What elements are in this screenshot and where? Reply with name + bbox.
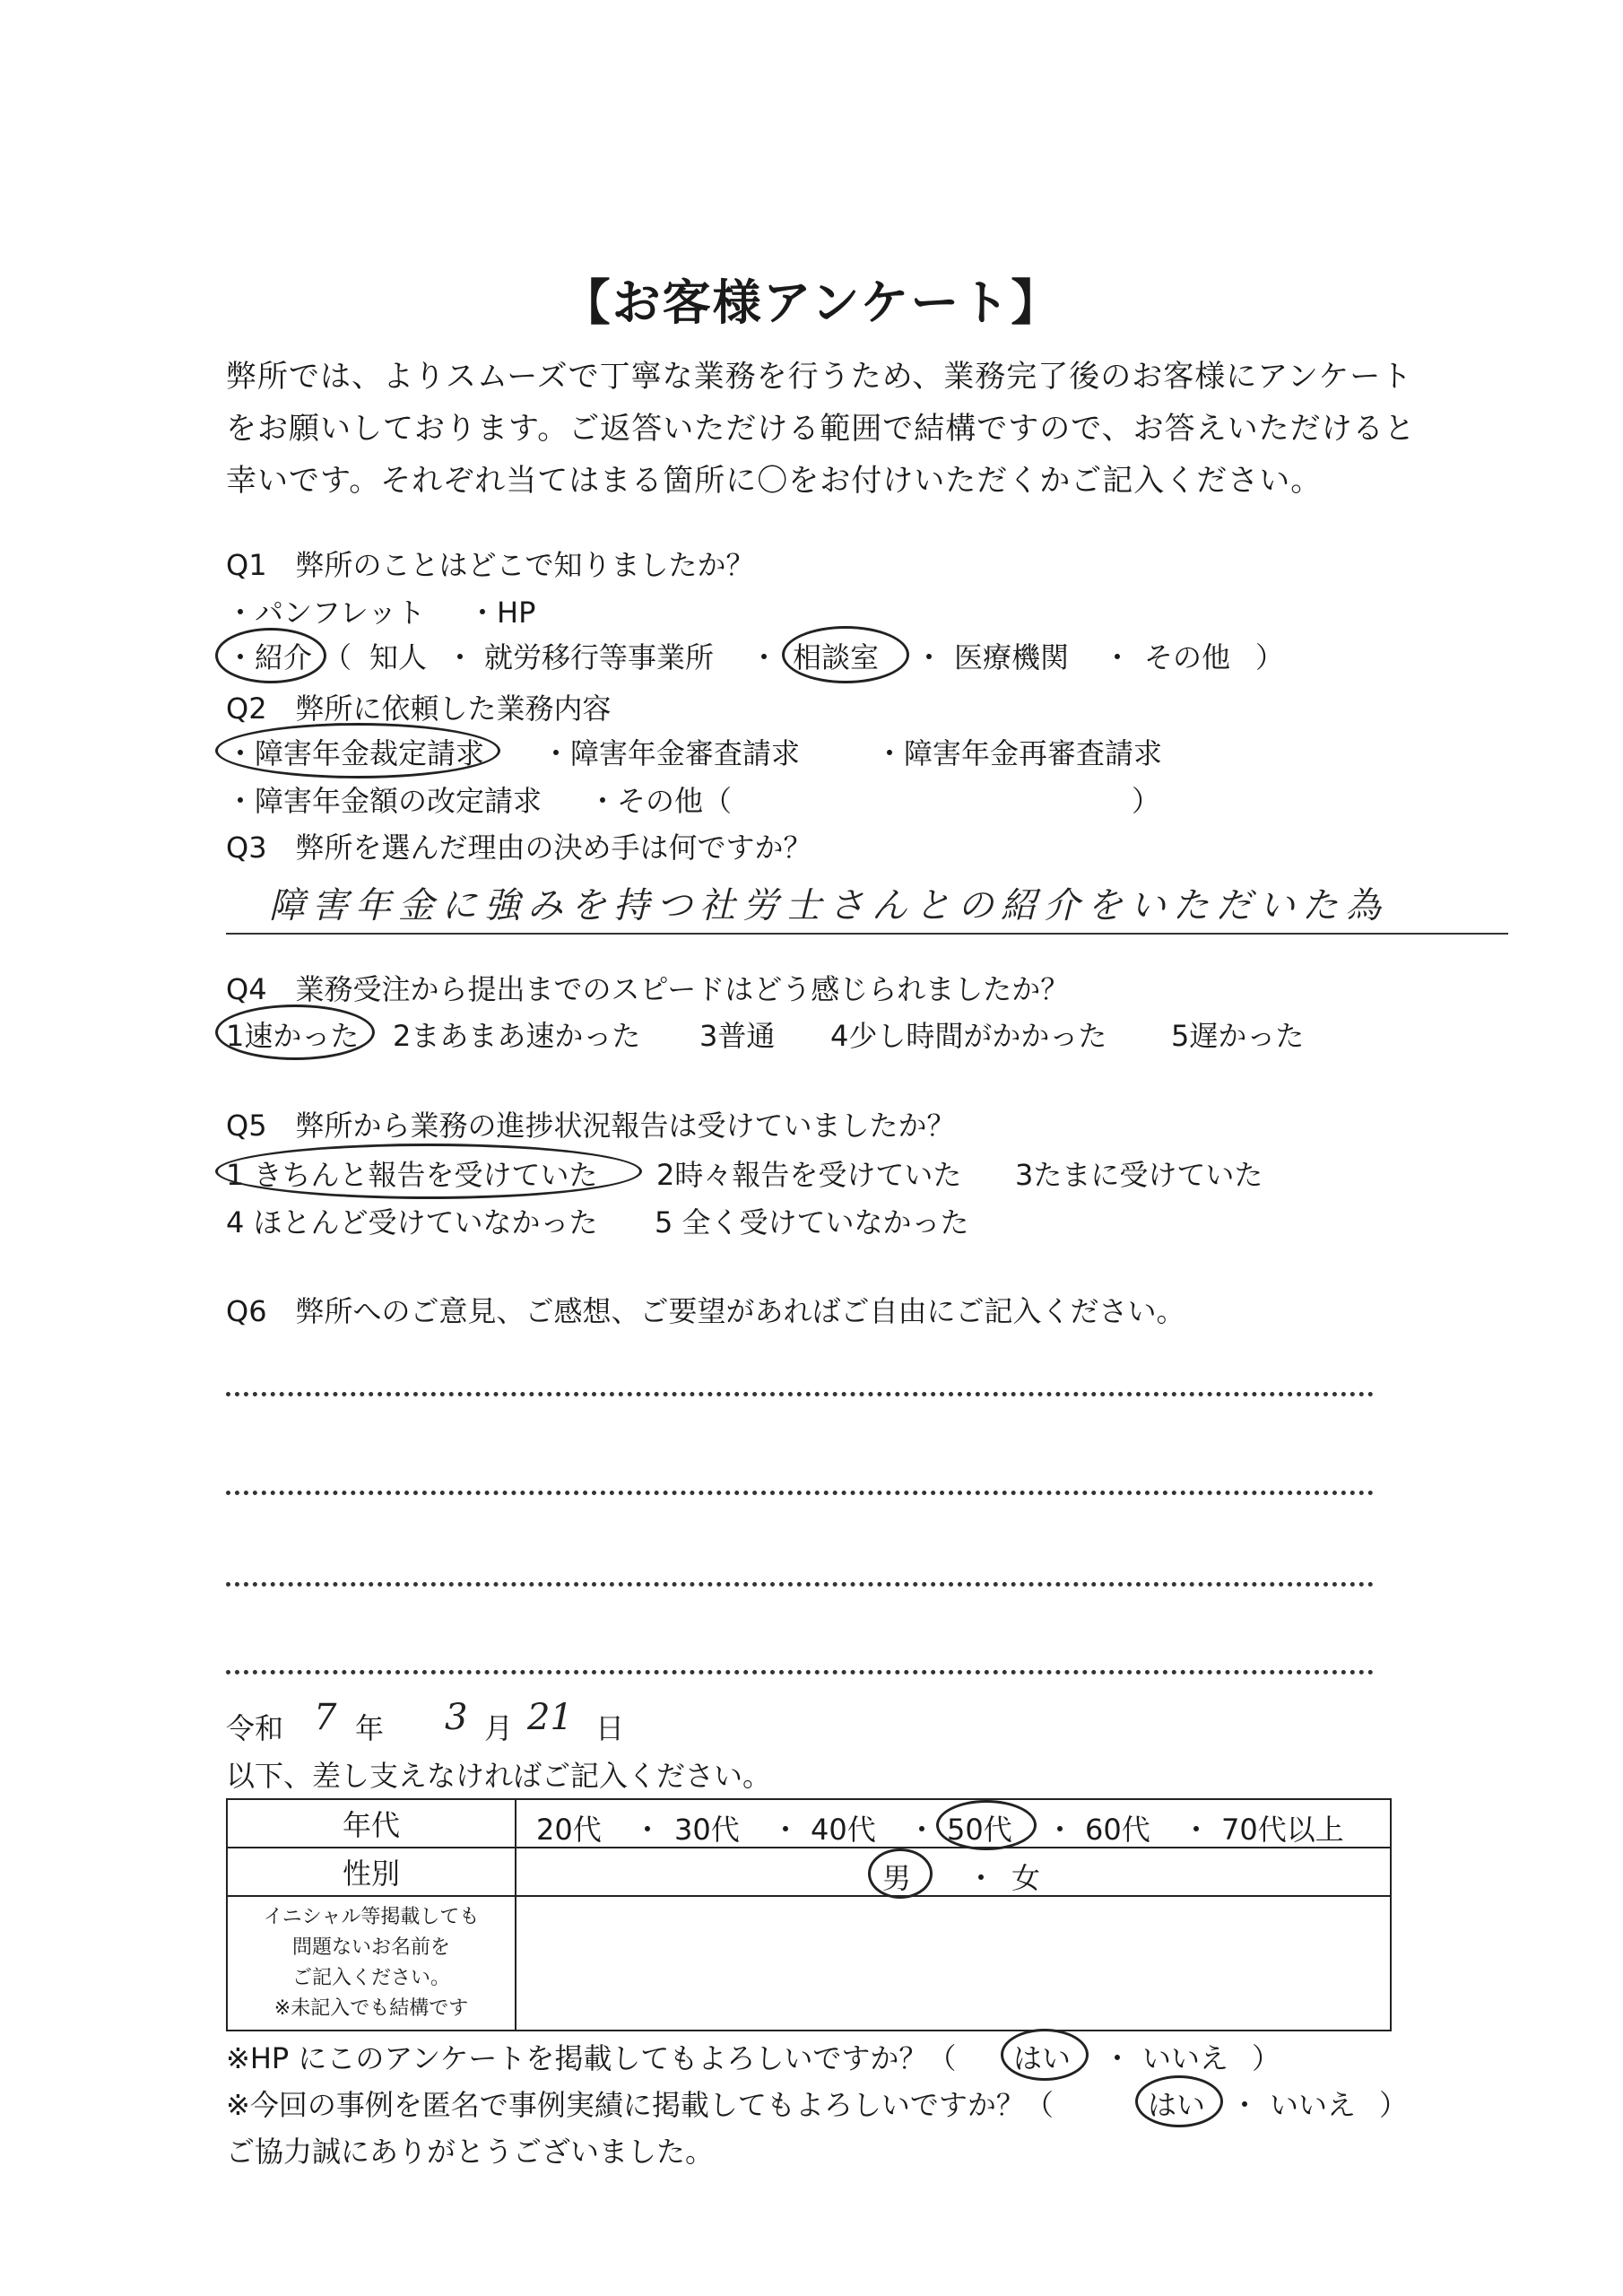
- consent-separator: ・: [1103, 2041, 1133, 2075]
- consent-hp-question: ※HP にこのアンケートを掲載してもよろしいですか？（: [226, 2041, 957, 2075]
- q1-option-pamphlet[interactable]: ・パンフレット: [226, 596, 426, 630]
- q5-option-occasionally-reported[interactable]: 3たまに受けていた: [1015, 1158, 1263, 1192]
- q3-answer-line: [226, 933, 1508, 935]
- age-separator: ・: [633, 1813, 663, 1847]
- age-option-20s[interactable]: 20代: [536, 1813, 602, 1847]
- q1-option-consultation-room[interactable]: 相談室: [793, 640, 880, 674]
- q5-question: Q5 弊所から業務の進捗状況報告は受けていましたか？: [226, 1109, 956, 1143]
- q2-initial-claim-circle-mark: [215, 723, 500, 778]
- age-option-30s[interactable]: 30代: [674, 1813, 740, 1847]
- date-year-unit: 年: [355, 1711, 385, 1745]
- q1-option-hp[interactable]: ・HP: [468, 596, 536, 630]
- gender-separator: ・: [967, 1861, 996, 1895]
- consent-hp-yes-circle-mark: [1001, 2029, 1089, 2081]
- name-label-line: イニシャル等掲載しても: [263, 1906, 480, 1928]
- q3-handwritten-answer[interactable]: 障害年金に強みを持つ社労士さんとの紹介をいただいた為: [269, 885, 1388, 926]
- gender-options-cell: [516, 1848, 1391, 1896]
- q1-separator: ・: [915, 640, 944, 674]
- q2-option-other[interactable]: ・その他（: [588, 784, 733, 818]
- q6-dotted-line[interactable]: [226, 1670, 1374, 1674]
- q1-separator: ・: [750, 640, 779, 674]
- q6-dotted-line[interactable]: [226, 1491, 1374, 1495]
- consent-paren-close: ）: [1379, 2088, 1409, 2122]
- name-label: [227, 1896, 516, 2031]
- q2-option-amount-revision[interactable]: ・障害年金額の改定請求: [226, 784, 542, 818]
- q1-option-other[interactable]: その他: [1144, 640, 1231, 674]
- date-month-value[interactable]: 3: [445, 1697, 468, 1738]
- q5-option-sometimes-reported[interactable]: 2時々報告を受けていた: [656, 1158, 962, 1192]
- intro-line-3: 幸いです。それぞれ当てはまる箇所に〇をお付けいただくかご記入ください。: [226, 463, 1323, 499]
- intro-line-2: をお願いしております。ご返答いただける範囲で結構ですので、お答えいただけると: [226, 411, 1416, 447]
- q3-question: Q3 弊所を選んだ理由の決め手は何ですか？: [226, 831, 812, 865]
- optional-note: 以下、差し支えなければご記入ください。: [226, 1759, 772, 1793]
- date-day-unit: 日: [595, 1711, 625, 1745]
- q4-option-fast[interactable]: 1速かった: [226, 1019, 360, 1053]
- gender-option-female[interactable]: 女: [1011, 1861, 1041, 1895]
- q1-option-acquaintance[interactable]: 知人: [369, 640, 428, 674]
- q1-paren-open: （: [323, 640, 352, 674]
- q1-option-medical[interactable]: 医療機関: [954, 640, 1070, 674]
- age-option-70s-plus[interactable]: 70代以上: [1221, 1813, 1344, 1847]
- q4-option-slightly-slow[interactable]: 4少し時間がかかった: [830, 1019, 1107, 1053]
- q2-paren-close: ）: [1132, 784, 1161, 818]
- date-day-value[interactable]: 21: [527, 1697, 573, 1738]
- q4-fast-circle-mark: [215, 1004, 375, 1060]
- age-label: 年代: [227, 1799, 516, 1848]
- thanks-message: ご協力誠にありがとうございました。: [226, 2135, 715, 2169]
- q1-referral-circle-mark: [215, 628, 326, 683]
- q4-option-fairly-fast[interactable]: 2まあまあ速かった: [393, 1019, 641, 1053]
- consent-separator: ・: [1230, 2088, 1260, 2122]
- name-label-line: 問題ないお名前を: [291, 1936, 450, 1959]
- q6-dotted-line[interactable]: [226, 1582, 1374, 1587]
- age-separator: ・: [907, 1813, 937, 1847]
- date-year-value[interactable]: 7: [314, 1697, 337, 1738]
- age-option-60s[interactable]: 60代: [1085, 1813, 1150, 1847]
- q6-question: Q6 弊所へのご意見、ご感想、ご要望があればご自由にご記入ください。: [226, 1294, 1185, 1328]
- q1-option-referral[interactable]: ・紹介: [226, 640, 313, 674]
- name-input-cell[interactable]: [516, 1896, 1391, 2031]
- name-label-line: ※未記入でも結構です: [273, 1997, 469, 2020]
- q2-question: Q2 弊所に依頼した業務内容: [226, 691, 612, 726]
- consent-case-question: ※今回の事例を匿名で事例実績に掲載してもよろしいですか？（: [226, 2088, 1054, 2122]
- q2-option-initial-claim[interactable]: ・障害年金裁定請求: [226, 736, 485, 770]
- q1-paren-close: ）: [1255, 640, 1285, 674]
- q4-option-normal[interactable]: 3普通: [699, 1019, 776, 1053]
- q1-separator: ・: [446, 640, 475, 674]
- age-separator: ・: [771, 1813, 801, 1847]
- gender-option-male[interactable]: 男: [882, 1861, 912, 1895]
- age-option-50s[interactable]: 50代: [947, 1813, 1012, 1847]
- q6-dotted-line[interactable]: [226, 1392, 1374, 1396]
- consent-paren-close: ）: [1252, 2041, 1281, 2075]
- consent-case-yes-circle-mark: [1135, 2075, 1223, 2127]
- q5-option-never-reported[interactable]: 5 全く受けていなかった: [655, 1205, 969, 1239]
- q1-separator: ・: [1103, 640, 1133, 674]
- age-option-40s[interactable]: 40代: [811, 1813, 876, 1847]
- name-label-line: ご記入ください。: [291, 1967, 450, 1989]
- age-options-cell: [516, 1799, 1391, 1848]
- q2-option-re-review-request[interactable]: ・障害年金再審査請求: [875, 736, 1163, 770]
- q1-option-employment-office[interactable]: 就労移行等事業所: [484, 640, 715, 674]
- gender-label: 性別: [227, 1848, 516, 1896]
- q4-option-slow[interactable]: 5遅かった: [1171, 1019, 1305, 1053]
- q5-option-rarely-reported[interactable]: 4 ほとんど受けていなかった: [226, 1205, 598, 1239]
- gender-male-circle-mark: [868, 1848, 933, 1899]
- q4-question: Q4 業務受注から提出までのスピードはどう感じられましたか？: [226, 972, 1070, 1006]
- q5-properly-reported-circle-mark: [215, 1144, 642, 1199]
- respondent-info-table: [226, 1798, 1392, 2031]
- age-50s-circle-mark: [936, 1800, 1037, 1850]
- age-separator: ・: [1182, 1813, 1211, 1847]
- date-era: 令和: [226, 1711, 284, 1745]
- consent-hp-yes[interactable]: はい: [1013, 2041, 1072, 2075]
- date-month-unit: 月: [484, 1711, 514, 1745]
- age-separator: ・: [1046, 1813, 1075, 1847]
- survey-title: 【お客様アンケート】: [561, 274, 1062, 331]
- q1-consultation-circle-mark: [782, 626, 909, 683]
- q5-option-properly-reported[interactable]: 1 きちんと報告を受けていた: [226, 1158, 598, 1192]
- q2-option-review-request[interactable]: ・障害年金審査請求: [542, 736, 801, 770]
- consent-hp-no[interactable]: いいえ: [1142, 2041, 1229, 2075]
- consent-case-no[interactable]: いいえ: [1270, 2088, 1357, 2122]
- intro-line-1: 弊所では、よりスムーズで丁寧な業務を行うため、業務完了後のお客様にアンケート: [226, 359, 1413, 395]
- q1-question: Q1 弊所のことはどこで知りましたか？: [226, 548, 755, 582]
- consent-case-yes[interactable]: はい: [1148, 2088, 1206, 2122]
